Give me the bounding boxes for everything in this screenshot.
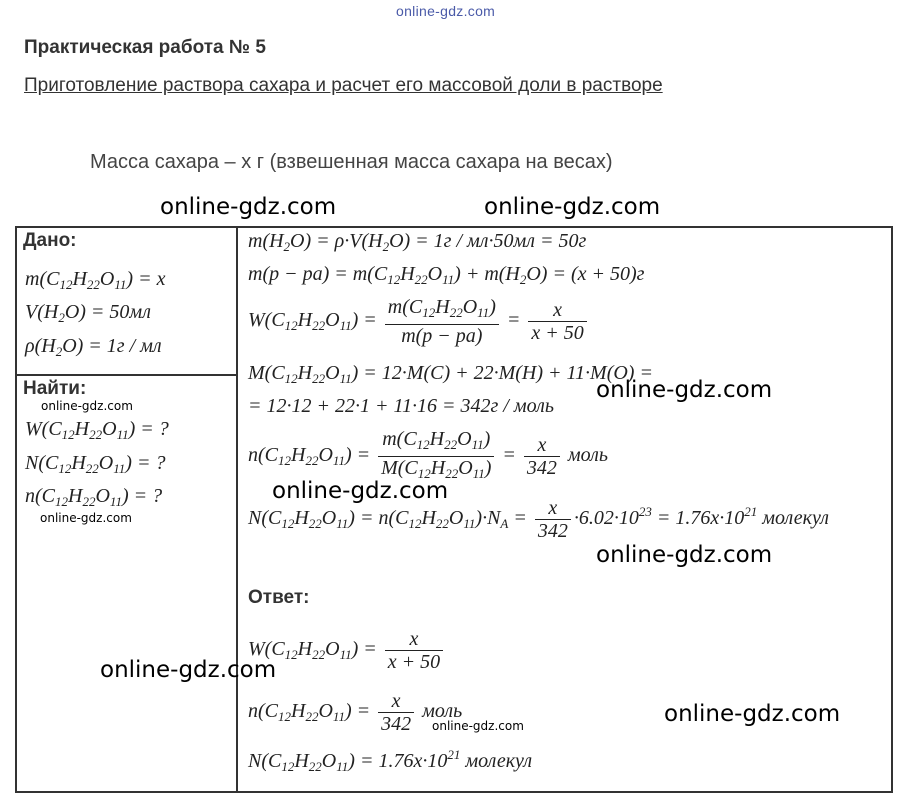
find-molecule-count: $N(C_{12}H_{22}O_{11})$ = ? — [25, 452, 166, 476]
watermark-top: online-gdz.com — [396, 3, 496, 19]
watermark: online-gdz.com — [596, 377, 773, 403]
solution-mass-fraction: $W(C_{12}H_{22}O_{11})$ = $\frac{m(C_{12}H_{22}O_{11})}{m(p - pa)}$ = $\frac{x}{x + 50}$ — [248, 296, 590, 347]
find-moles: $n(C_{12}H_{22}O_{11})$ = ? — [25, 485, 163, 509]
table-border-left — [15, 226, 17, 793]
answer-label: Ответ: — [248, 587, 310, 608]
find-mass-fraction: $W(C_{12}H_{22}O_{11})$ = ? — [25, 418, 169, 442]
given-water-density: $\rho(H_2O) = 1г$ / мл — [25, 335, 162, 359]
watermark: online-gdz.com — [100, 657, 277, 683]
watermark: online-gdz.com — [484, 194, 661, 220]
watermark: online-gdz.com — [664, 701, 841, 727]
sugar-mass-note: Масса сахара – x г (взвешенная масса сахара на весах) — [90, 151, 613, 173]
table-row-divider — [15, 374, 237, 376]
watermark-small: online-gdz.com — [40, 511, 132, 525]
answer-molecule-count: $N(C_{12}H_{22}O_{11}) = 1.76x\cdot 10^{21}$ молекул — [248, 747, 533, 774]
given-label: Дано: — [23, 230, 77, 251]
given-water-volume: $V(H_2O) = 50мл$ — [25, 301, 151, 325]
table-border-top — [15, 226, 892, 228]
watermark: online-gdz.com — [596, 542, 773, 568]
solution-water-mass: $m(H_2O) = \rho\cdot V(H_2O) = 1г / мл\cdot 50мл = 50г$ — [248, 230, 587, 254]
watermark: online-gdz.com — [272, 478, 449, 504]
watermark: online-gdz.com — [160, 194, 337, 220]
solution-moles: $n(C_{12}H_{22}O_{11})$ = $\frac{m(C_{12}H_{22}O_{11})}{M(C_{12}H_{22}O_{11})}$ = $\frac{x}{342}$ моль — [248, 428, 608, 481]
answer-moles: $n(C_{12}H_{22}O_{11})$ = $\frac{x}{342}$ моль — [248, 690, 463, 735]
solution-solution-mass: $m(p - pa) = m(C_{12}H_{22}O_{11}) + m(H_2O) = (x + 50)г$ — [248, 263, 645, 287]
answer-mass-fraction: $W(C_{12}H_{22}O_{11})$ = $\frac{x}{x + 50}$ — [248, 628, 446, 673]
page-subtitle: Приготовление раствора сахара и расчет его массовой доли в растворе — [24, 75, 663, 96]
table-border-right — [891, 226, 893, 793]
table-column-divider — [236, 226, 238, 793]
given-sugar-mass: $m(C_{12}H_{22}O_{11}) = x$ — [25, 268, 166, 292]
page-title: Практическая работа № 5 — [24, 37, 266, 58]
solution-molecule-count: $N(C_{12}H_{22}O_{11}) = n(C_{12}H_{22}O_{11})\cdot N_A$ = $\frac{x}{342}$ $\cdot 6.02\cdot 10^{23} = 1.76x\cdot 10^{21}$ молекул — [248, 497, 830, 542]
solution-molar-mass-1: $M(C_{12}H_{22}O_{11}) = 12\cdot M(C) + 22\cdot M(H) + 11\cdot M(O)$ = — [248, 362, 653, 386]
find-label: Найти: — [23, 378, 87, 399]
watermark-small: online-gdz.com — [432, 719, 524, 733]
watermark-small: online-gdz.com — [41, 399, 133, 413]
table-border-bottom — [15, 791, 892, 793]
solution-molar-mass-2: = 12·12 + 22·1 + 11·16 = 342г / моль — [248, 395, 554, 417]
